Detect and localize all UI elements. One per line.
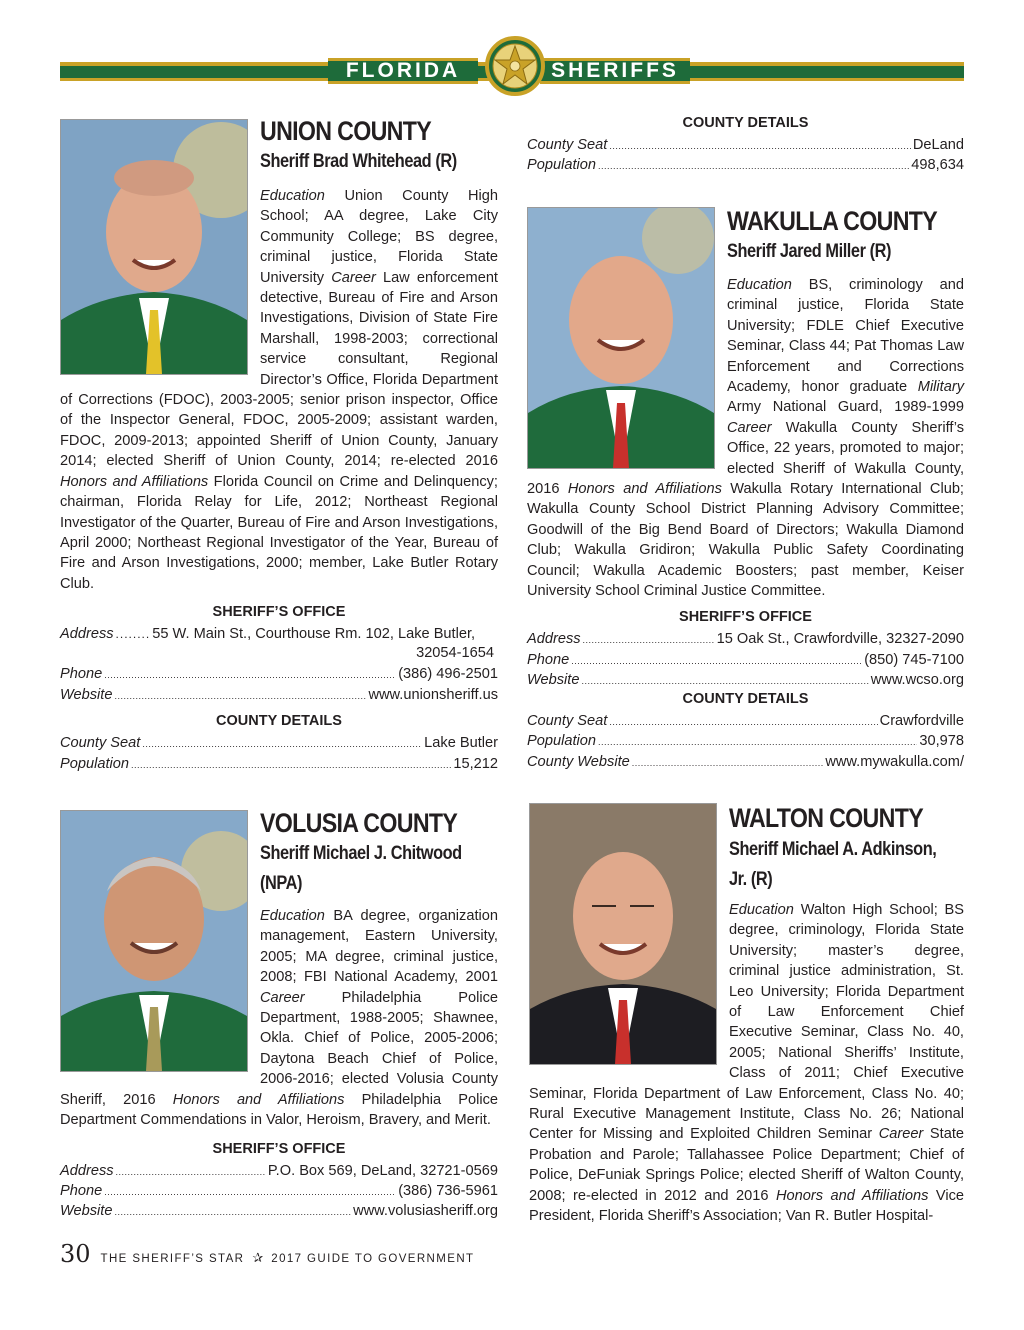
union-phone-label: Phone <box>60 666 103 682</box>
wakulla-military: Army National Guard, 1989-1999 <box>727 399 964 416</box>
volusia-details-heading: COUNTY DETAILS <box>682 115 809 131</box>
wakulla-sheriff-name: Sheriff Jared Miller (R) <box>727 241 892 262</box>
volusia-website-link[interactable]: www.volusiasheriff.org <box>353 1203 498 1219</box>
union-pop-row <box>60 754 498 774</box>
union-education: Union County High School; AA degree, Lake City Community College; BS degree, criminal justice, Florida State University <box>260 188 498 286</box>
wakulla-education-label: Education <box>727 277 792 293</box>
walton-career: State Probation and Parole; Tallahassee Police Department; Chief of Police, DeFuniak Springs Police; elected Sheriff of Walton County, 2008; re-elected in 2012 and 2016 <box>529 1126 964 1204</box>
union-education-label: Education <box>260 188 325 204</box>
walton-county-title: WALTON COUNTY <box>729 803 924 833</box>
union-website-link[interactable]: www.unionsheriff.us <box>368 687 498 703</box>
wakulla-details-heading: COUNTY DETAILS <box>682 691 809 707</box>
volusia-address-label: Address <box>60 1163 114 1179</box>
leader-dots <box>609 135 911 155</box>
union-bio <box>60 186 498 594</box>
wakulla-career: Wakulla County Sheriff’s Office, 22 years, promoted to major; elected Sheriff of Wakulla County, 2016 <box>527 419 964 498</box>
union-website-row <box>60 685 498 705</box>
union-seat-label: County Seat <box>60 735 141 751</box>
wakulla-phone-row <box>527 650 964 670</box>
union-address-dots: ........ <box>115 627 151 641</box>
wakulla-seat-row <box>527 711 964 731</box>
wakulla-county-website-row <box>527 752 964 772</box>
walton-education-label: Education <box>729 902 794 918</box>
volusia-pop-row <box>527 155 964 175</box>
walton-career-label: Career <box>878 1126 924 1143</box>
walton-honors-label: Honors and Affiliations <box>776 1187 929 1204</box>
leader-dots <box>104 1181 396 1201</box>
wakulla-seat: Crawfordville <box>879 713 964 729</box>
leader-dots <box>131 754 451 774</box>
leader-dots <box>104 664 396 684</box>
walton-bio <box>529 900 964 1227</box>
volusia-sheriff-party: (NPA) <box>260 873 303 894</box>
wakulla-address-label: Address <box>527 631 581 647</box>
union-county-title: UNION COUNTY <box>260 116 432 146</box>
guide-title: 2017 GUIDE TO GOVERNMENT <box>271 1253 475 1265</box>
union-honors-label: Honors and Affiliations <box>60 473 209 490</box>
volusia-phone: (386) 736-5961 <box>398 1183 498 1199</box>
volusia-address: P.O. Box 569, DeLand, 32721-0569 <box>267 1163 498 1179</box>
walton-photo-spacer <box>529 900 729 1082</box>
wakulla-website-link[interactable]: www.wcso.org <box>870 672 964 688</box>
wakulla-county-title: WAKULLA COUNTY <box>727 206 938 236</box>
wakulla-website-label: Website <box>527 672 580 688</box>
wakulla-phone-label: Phone <box>527 652 570 668</box>
banner-florida-word: FLORIDA <box>328 58 478 84</box>
volusia-career: Philadelphia Police Department, 1988-2005; Shawnee, Okla. Chief of Police, 2005-2006; Daytona Beach Chief of Police, 2006-2016; elected Volusia County Sheriff, 2016 <box>60 989 498 1108</box>
union-seat-row <box>60 733 498 753</box>
volusia-photo-spacer <box>60 906 260 1088</box>
union-website-label: Website <box>60 687 113 703</box>
union-address: 55 W. Main St., Courthouse Rm. 102, Lake Butler, <box>152 626 476 642</box>
union-address-line2: 32054-1654 <box>416 645 494 661</box>
union-phone: (386) 496-2501 <box>398 666 498 682</box>
page-number: 30 <box>60 1240 91 1268</box>
wakulla-honors-label: Honors and Affiliations <box>567 481 722 498</box>
wakulla-education: BS, criminology and criminal justice, Florida State University; FDLE Chief Executive Seminar, Class 44; Pat Thomas Law Enforcement and Corrections Academy, honor graduate <box>727 277 964 396</box>
wakulla-career-label: Career <box>727 419 772 436</box>
star-icon: ✰ <box>252 1250 264 1265</box>
volusia-education: BA degree, organization management, Eastern University, 2005; MA degree, criminal justice, 2008; FBI National Academy, 2001 <box>260 908 498 986</box>
walton-sheriff-party: Jr. (R) <box>729 869 773 890</box>
union-phone-row <box>60 664 498 684</box>
union-career-label: Career <box>331 269 376 286</box>
leader-dots <box>114 685 366 705</box>
volusia-phone-row <box>60 1181 498 1201</box>
union-pop-label: Population <box>60 756 129 772</box>
walton-sheriff-name: Sheriff Michael A. Adkinson, <box>729 839 937 860</box>
volusia-address-row <box>60 1161 498 1181</box>
wakulla-pop: 30,978 <box>919 733 964 749</box>
union-address-label: Address <box>60 626 114 642</box>
volusia-county-title: VOLUSIA COUNTY <box>260 808 458 838</box>
volusia-education-label: Education <box>260 908 325 924</box>
wakulla-pop-label: Population <box>527 733 596 749</box>
wakulla-seat-label: County Seat <box>527 713 608 729</box>
union-honors: Florida Council on Crime and Delinquency; chairman, Florida Relay for Life, 2012; Northeast Regional Investigator of the Quarter, Bureau of Fire and Arson Investigations, April 2000; Northeast Regional Investigator of the Year, Bureau of Fire and Arson Investigations, 2000; member, Lake Butler Rotary Club. <box>60 473 498 592</box>
union-address-row <box>60 624 498 644</box>
union-details-heading: COUNTY DETAILS <box>216 713 342 729</box>
page-footer <box>60 1240 474 1270</box>
volusia-seat: DeLand <box>912 137 964 153</box>
wakulla-office-heading: SHERIFF’S OFFICE <box>679 609 812 625</box>
wakulla-pop-row <box>527 731 964 751</box>
wakulla-address: 15 Oak St., Crawfordville, 32327-2090 <box>716 631 964 647</box>
leader-dots <box>632 752 824 772</box>
leader-dots <box>581 670 868 690</box>
leader-dots <box>583 629 715 649</box>
union-sheriff-name: Sheriff Brad Whitehead (R) <box>260 151 457 172</box>
union-office-heading: SHERIFF’S OFFICE <box>212 604 346 620</box>
volusia-sheriff-name: Sheriff Michael J. Chitwood <box>260 843 462 864</box>
volusia-career-label: Career <box>260 989 305 1006</box>
volusia-seat-row <box>527 135 964 155</box>
volusia-pop: 498,634 <box>911 157 964 173</box>
leader-dots <box>609 711 877 731</box>
volusia-bio <box>60 906 498 1130</box>
wakulla-address-row <box>527 629 964 649</box>
walton-education: Walton High School; BS degree, criminology, Florida State University; master’s degree, criminal justice administration, St. Leo University; Florida Department of Law Enforcement Chief Executive Seminar, Class No. 40, 2005; National Sheriffs’ Institute, Class of 2011; Chief Executive Seminar, Florida Department of Law Enforcement, Class No. 40; Rural Executive Management Institute, Class No. 26; National Center for Missing and Exploited Children Seminar <box>529 902 964 1143</box>
union-pop: 15,212 <box>453 756 498 772</box>
volusia-honors-label: Honors and Affiliations <box>172 1091 345 1108</box>
wakulla-military-label: Military <box>917 379 964 396</box>
union-career: Law enforcement detective, Bureau of Fire and Arson Investigations, Division of State Fire Marshall, 1998-2003; correctional service consultant, Regional Director’s Office, Florida Department of Corrections (FDOC), 2003-2005; senior prison inspector, Office of the Inspector General, FDOC, 2005-2009; assistant warden, FDOC, 2009-2013; appointed Sheriff of Union County, January 2014; elected Sheriff of Union County, 2014; re-elected 2016 <box>60 269 498 470</box>
walton-honors: Vice President, Florida Sheriff’s Association; Van R. Butler Hospital- <box>529 1187 965 1225</box>
leader-dots <box>116 1161 266 1181</box>
leader-dots <box>598 155 909 175</box>
leader-dots <box>571 650 862 670</box>
wakulla-phone: (850) 745-7100 <box>864 652 964 668</box>
volusia-website-row <box>60 1201 498 1221</box>
leader-dots <box>142 733 422 753</box>
wakulla-bio <box>527 275 964 602</box>
leader-dots <box>598 731 917 751</box>
volusia-pop-label: Population <box>527 157 596 173</box>
sheriff-star-badge-icon <box>485 36 545 96</box>
publication-name: THE SHERIFF’S STAR <box>100 1253 245 1265</box>
union-seat: Lake Butler <box>424 735 498 751</box>
leader-dots <box>114 1201 351 1221</box>
union-photo-spacer <box>60 186 260 388</box>
wakulla-photo-spacer <box>527 275 727 477</box>
wakulla-county-website-link[interactable]: www.mywakulla.com/ <box>825 754 964 770</box>
volusia-seat-label: County Seat <box>527 137 608 153</box>
wakulla-website-row <box>527 670 964 690</box>
wakulla-honors: Wakulla Rotary International Club; Wakulla County School District Planning Advisory Committee; Goodwill of the Big Bend Board of Directors; Wakulla Diamond Club; Wakulla Gridiron; Wakulla Public Safety Coordinating Council; Wakulla Academic Boosters; past member, Keiser University School Criminal Justice Committee. <box>527 481 964 600</box>
banner-sheriffs-word: SHERIFFS <box>540 58 690 84</box>
volusia-website-label: Website <box>60 1203 113 1219</box>
volusia-honors: Philadelphia Police Department Commendations in Valor, Heroism, Bravery, and Merit. <box>60 1091 498 1129</box>
wakulla-county-website-label: County Website <box>527 754 630 770</box>
volusia-phone-label: Phone <box>60 1183 103 1199</box>
volusia-office-heading: SHERIFF’S OFFICE <box>212 1141 346 1157</box>
